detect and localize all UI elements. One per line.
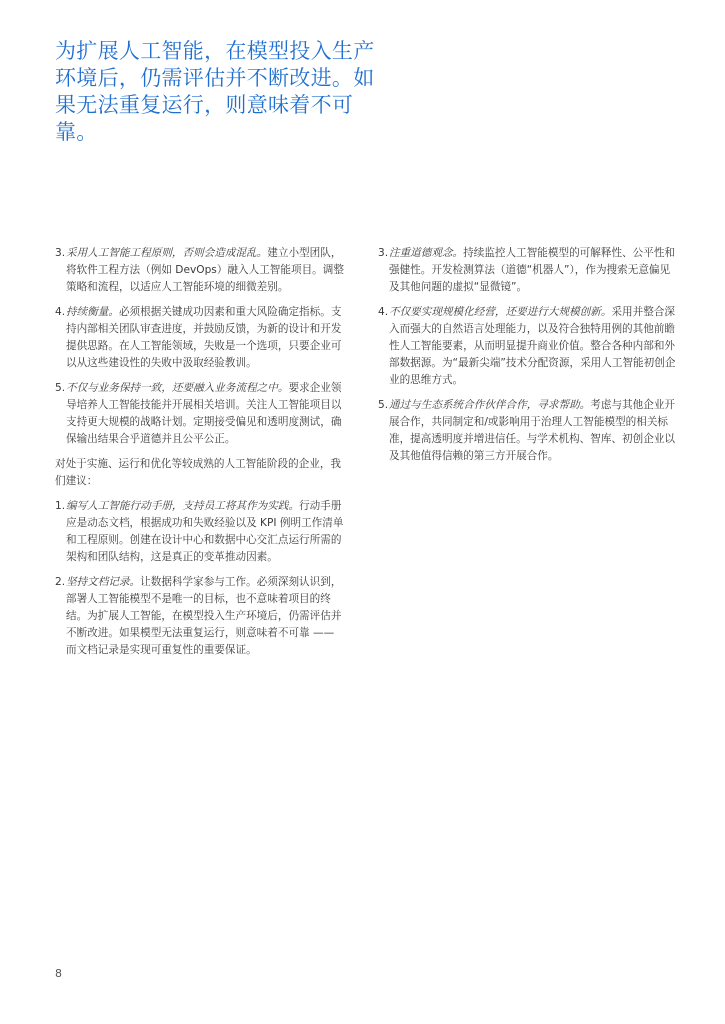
list-item (378, 245, 680, 296)
item-number: 5. (55, 382, 66, 394)
list-item (55, 245, 347, 296)
item-body: 持续监控人工智能模型的可解释性、公平性和强健性。开发检测算法（道德“机器人”），作为搜索无意偏见及其他问题的虚拟“显微镜”。 (389, 247, 676, 293)
item-lead: 不仅与业务保持一致，还要融入业务流程之中。 (66, 382, 289, 394)
item-number: 3. (55, 247, 66, 259)
item-body: 要求企业领导培养人工智能技能并开展相关培训。关注人工智能项目以支持更大规模的战略计划。定期接受偏见和透明度测试，确保输出结果合乎道德并且公平公正。 (66, 382, 342, 445)
recommendation-intro: 对处于实施、运行和优化等较成熟的人工智能阶段的企业，我们建议： (55, 458, 342, 487)
list-item (55, 380, 347, 448)
item-number: 4. (378, 306, 389, 318)
item-lead: 编写人工智能行动手册，支持员工将其作为实践。 (66, 500, 300, 512)
item-body: 建立小型团队，将软件工程方法（例如 DevOps）融入人工智能项目。调整策略和流程，以适应人工智能环境的细微差别。 (66, 247, 344, 293)
item-lead: 坚持文档记录。 (66, 576, 141, 588)
right-column (378, 245, 680, 473)
list-item (55, 574, 347, 659)
list-item (55, 498, 347, 566)
list-item (378, 397, 680, 465)
item-number: 1. (55, 500, 66, 512)
item-lead: 不仅要实现规模化经营，还要进行大规模创新。 (389, 306, 612, 318)
page-number: 8 (55, 967, 62, 980)
item-body: 让数据科学家参与工作。必须深刻认识到，部署人工智能模型不是唯一的目标，也不意味着项目的终结。为扩展人工智能，在模型投入生产环境后，仍需评估并不断改进。如果模型无法重复运行，则意味着不可靠 —— 而文档记录是实现可重复性的重要保证。 (66, 576, 342, 656)
list-item (55, 304, 347, 372)
item-body: 采用并整合深入而强大的自然语言处理能力，以及符合独特用例的其他前瞻性人工智能要素，从而明显提升商业价值。整合各种内部和外部数据源。为“最新尖端”技术分配资源，采用人工智能初创企业的思维方式。 (389, 306, 676, 386)
left-column (55, 245, 347, 667)
item-body: 必须根据关键成功因素和重大风险确定指标。支持内部相关团队审查进度，并鼓励反馈，为新的设计和开发提供思路。在人工智能领域，失败是一个选项，只要企业可以从这些建设性的失败中汲取经验教训。 (66, 306, 342, 369)
item-number: 3. (378, 247, 389, 259)
item-lead: 采用人工智能工程原则，否则会造成混乱。 (66, 247, 268, 259)
item-lead: 注重道德观念。 (389, 247, 464, 259)
item-number: 5. (378, 399, 389, 411)
item-number: 2. (55, 576, 66, 588)
item-body: 行动手册应是动态文档，根据成功和失败经验以及 KPI 例明工作清单和工程原则。创建在设计中心和数据中心交汇点运行所需的架构和团队结构，这是真正的变革推动因素。 (66, 500, 344, 563)
item-body: 考虑与其他企业开展合作，共同制定和/或影响用于治理人工智能模型的相关标准，提高透明度并增进信任。与学术机构、智库、初创企业以及其他值得信赖的第三方开展合作。 (389, 399, 676, 462)
list-item (378, 304, 680, 389)
item-number: 4. (55, 306, 66, 318)
pull-quote: 为扩展人工智能，在模型投入生产环境后，仍需评估并不断改进。如果无法重复运行，则意味着不可靠。 (55, 39, 375, 144)
item-lead: 通过与生态系统合作伙伴合作，寻求帮助。 (389, 399, 591, 411)
item-lead: 持续衡量。 (66, 306, 119, 318)
